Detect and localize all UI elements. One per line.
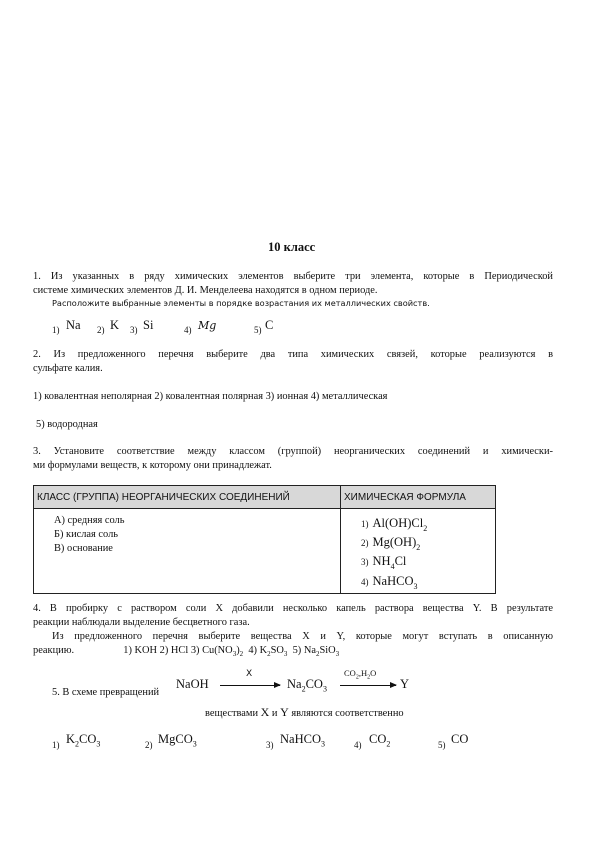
- q3-text-line1: 3. Установите соответствие между классом (группой) неорганических соединений и химически-: [33, 446, 553, 457]
- q5-option-5-number: 5): [438, 740, 446, 750]
- q5-scheme-middle: $Na_2CO_3$: [287, 677, 327, 694]
- q4-text-line4: реакцию. 1) KOH 2) HCl 3) $Cu(NO_3)_2$ 4) $K_2SO_3$ 5) $Na_2SiO_3$: [33, 645, 340, 659]
- q1-option-1-number: 1): [52, 325, 60, 335]
- q1-option-3-number: 3): [130, 325, 138, 335]
- classification-table: [33, 485, 496, 594]
- page-title: 10 класс: [268, 240, 316, 254]
- q2-text-line2: сульфате калия.: [33, 363, 103, 374]
- q5-arrow1: [220, 685, 280, 686]
- q5-line2: веществами X и Y являются соответственно: [205, 705, 404, 719]
- q4-text-line2: реакции наблюдали выделение бесцветного газа.: [33, 617, 250, 628]
- q1-text-line2: системе химических элементов Д. И. Менделеева находятся в одном периоде.: [33, 285, 378, 296]
- q5-option-5-value: CO: [451, 732, 469, 746]
- q5-option-3-number: 3): [266, 740, 274, 750]
- q5-option-4-value: $CO_2$: [369, 732, 391, 749]
- class-item-a: А) средняя соль: [54, 515, 125, 526]
- q1-option-4-value: Mg: [198, 319, 217, 332]
- q1-text-line1: 1. Из указанных в ряду химических элементов выберите три элемента, которые в Периодической: [33, 271, 553, 282]
- table-header-formula: ХИМИЧЕСКАЯ ФОРМУЛА: [341, 486, 496, 509]
- q5-prefix: 5. В схеме превращений: [52, 687, 160, 698]
- q1-option-5-value: C: [265, 318, 274, 332]
- formula-item-2: 2) $Mg(OH)_2$: [361, 535, 421, 553]
- q1-option-3-value: Si: [143, 318, 154, 332]
- q5-arrow2-label: $CO_2,H_2O$: [344, 668, 377, 681]
- q5-scheme-end: Y: [400, 677, 410, 691]
- q5-scheme-start: NaOH: [176, 677, 209, 691]
- q5-arrow2: [340, 685, 396, 686]
- class-item-v: В) основание: [54, 543, 113, 554]
- q1-option-2-value: K: [110, 318, 120, 332]
- q2-options-line: 1) ковалентная неполярная 2) ковалентная полярная 3) ионная 4) металлическая: [33, 391, 388, 402]
- q2-text-line1: 2. Из предложенного перечня выберите два типа химических связей, которые реализуются в: [33, 349, 553, 360]
- q5-option-2-value: MgCO$_3$: [158, 732, 197, 749]
- q5-option-3-value: NaHCO$_3$: [280, 732, 325, 749]
- table-formulas-cell: [341, 509, 496, 594]
- q5-option-1-value: $K_2CO_3$: [66, 732, 101, 749]
- table-header-class: КЛАСС (ГРУППА) НЕОРГАНИЧЕСКИХ СОЕДИНЕНИЙ: [34, 486, 341, 509]
- q4-text-line1: 4. В пробирку с раствором соли X добавили несколько капель раствора вещества Y. В результате: [33, 603, 553, 614]
- q5-option-4-number: 4): [354, 740, 362, 750]
- q1-option-5-number: 5): [254, 325, 262, 335]
- q5-option-1-number: 1): [52, 740, 60, 750]
- formula-item-4: 4) NaHCO$_3$: [361, 573, 418, 591]
- q1-option-4-number: 4): [184, 325, 192, 335]
- table-classes-cell: [34, 509, 341, 594]
- q2-option-5: 5) водородная: [36, 419, 98, 430]
- q3-text-line2: ми формулами веществ, к которому они принадлежат.: [33, 460, 272, 471]
- q1-option-1-value: Na: [66, 318, 81, 332]
- q5-option-2-number: 2): [145, 740, 153, 750]
- q4-options: 1) KOH 2) HCl 3) $Cu(NO_3)_2$ 4) $K_2SO_3$ 5) $Na_2SiO_3$: [123, 645, 340, 659]
- q1-instruction: Расположите выбранные элементы в порядке возрастания их металлических свойств.: [52, 298, 430, 308]
- formula-item-1: 1) $Al(OH)Cl_2$: [361, 516, 428, 534]
- q4-text-line3: Из предложенного перечня выберите вещества X и Y, которые могут вступать в описанную: [52, 631, 553, 642]
- q1-option-2-number: 2): [97, 325, 105, 335]
- q5-arrow1-label: X: [246, 669, 253, 679]
- formula-item-3: 3) $NH_4Cl$: [361, 554, 407, 572]
- class-item-b: Б) кислая соль: [54, 529, 119, 540]
